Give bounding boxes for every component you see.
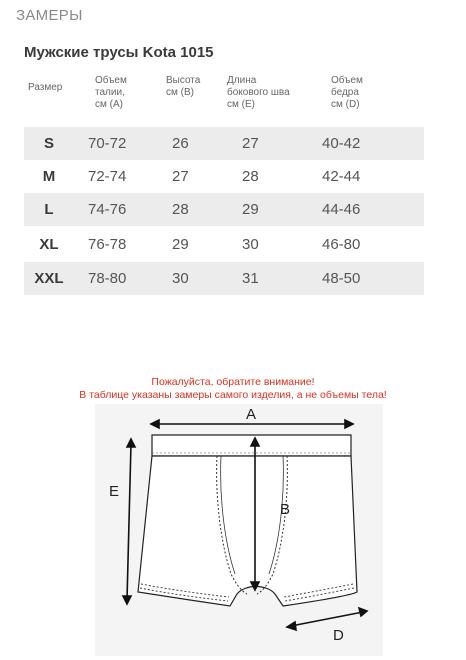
waist-cell: 72-74 xyxy=(88,168,127,185)
hip-cell: 48-50 xyxy=(322,270,361,287)
height-cell: 30 xyxy=(172,270,189,287)
header-side-seam: Длина бокового шва см (Е) xyxy=(227,75,290,110)
waist-cell: 78-80 xyxy=(88,270,127,287)
waist-cell: 74-76 xyxy=(88,201,127,218)
size-cell: L xyxy=(44,201,54,218)
side-cell: 31 xyxy=(242,270,259,287)
header-hip: Объем бедра см (D) xyxy=(331,75,363,110)
size-cell: M xyxy=(42,168,56,185)
label-d: D xyxy=(333,627,344,644)
label-e: E xyxy=(109,483,120,500)
hip-cell: 46-80 xyxy=(322,236,361,253)
header-waist: Объем талии, см (А) xyxy=(95,75,127,110)
height-cell: 28 xyxy=(172,201,189,218)
hip-cell: 40-42 xyxy=(322,135,361,152)
hip-cell: 42-44 xyxy=(322,168,361,185)
size-cell: S xyxy=(43,135,54,152)
hip-cell: 44-46 xyxy=(322,201,361,218)
header-size: Размер xyxy=(28,82,63,93)
section-label: ЗАМЕРЫ xyxy=(16,7,83,24)
measurement-diagram xyxy=(95,404,383,656)
header-height: Высота см (В) xyxy=(166,75,201,98)
table-row xyxy=(24,193,424,226)
height-cell: 26 xyxy=(172,135,189,152)
side-cell: 29 xyxy=(242,201,259,218)
label-b: B xyxy=(280,501,291,518)
waist-cell: 76-78 xyxy=(88,236,127,253)
size-cell: XL xyxy=(39,236,59,253)
table-row xyxy=(24,127,424,160)
table-row xyxy=(24,228,424,261)
page-title: Мужские трусы Kota 1015 xyxy=(24,44,214,61)
side-cell: 30 xyxy=(242,236,259,253)
waist-cell: 70-72 xyxy=(88,135,127,152)
measurement-notice: Пожалуйста, обратите внимание! В таблице указаны замеры самого изделия, а не объемы тела! xyxy=(79,376,387,401)
side-cell: 27 xyxy=(242,135,259,152)
table-row xyxy=(24,160,424,193)
height-cell: 27 xyxy=(172,168,189,185)
side-cell: 28 xyxy=(242,168,259,185)
size-cell: XXL xyxy=(34,270,64,287)
table-row xyxy=(24,262,424,295)
height-cell: 29 xyxy=(172,236,189,253)
label-a: A xyxy=(246,406,257,423)
